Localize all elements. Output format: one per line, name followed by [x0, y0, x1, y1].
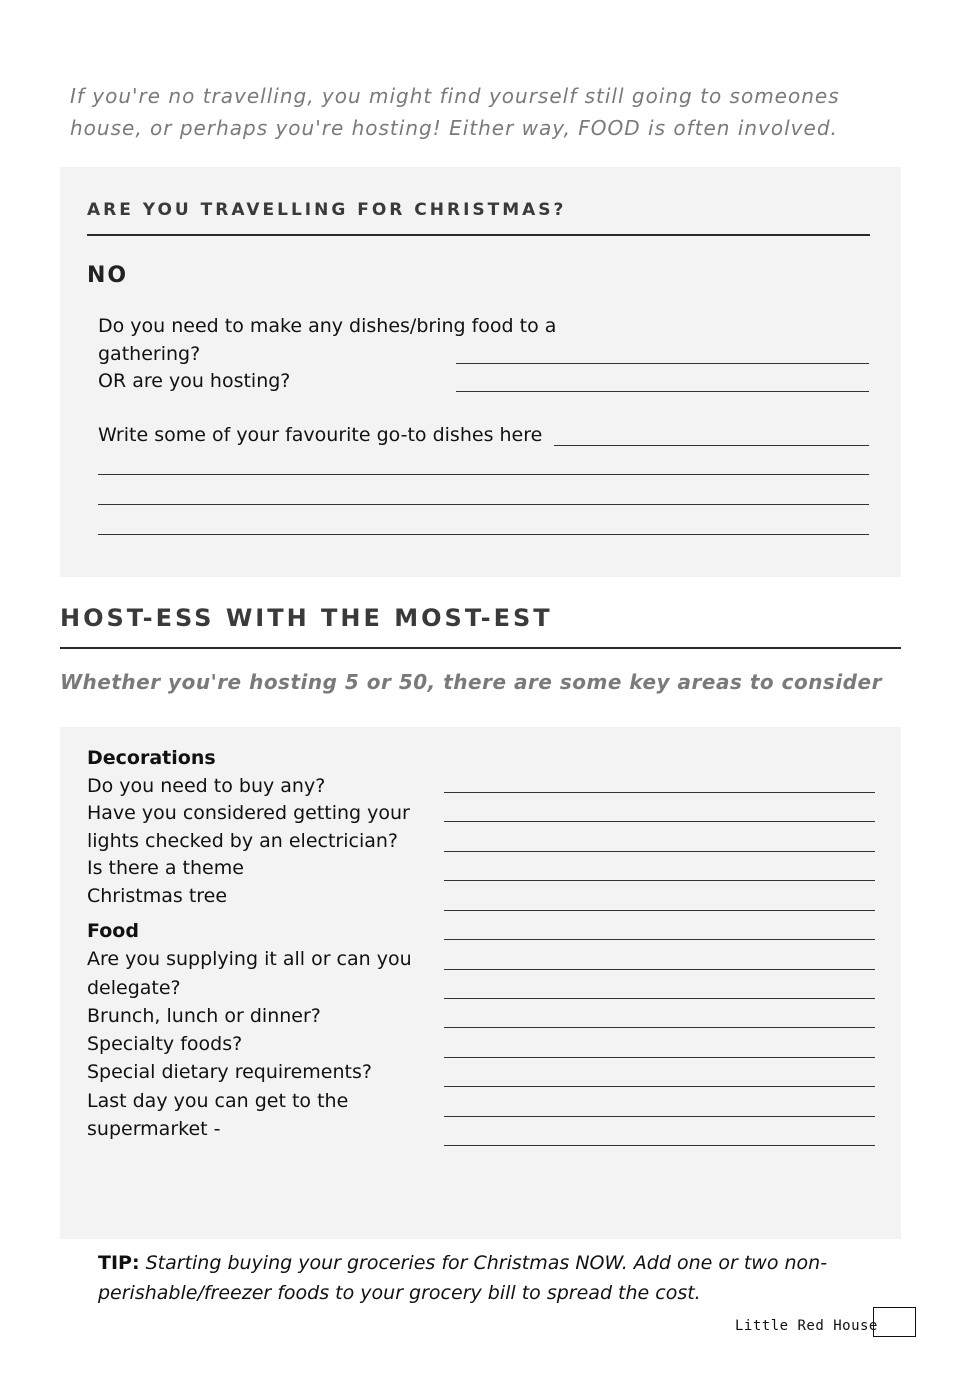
answer-line[interactable]: [444, 792, 875, 793]
decorations-item: Do you need to buy any?: [87, 774, 326, 797]
favourite-dishes-prompt: Write some of your favourite go-to dishes here: [98, 424, 543, 446]
tip-block: [98, 1248, 858, 1308]
decorations-item: Christmas tree: [87, 884, 228, 907]
travel-answer: NO: [87, 263, 129, 288]
tip-text-line-1: Starting buying your groceries for Christmas NOW. Add one or two non-: [145, 1252, 828, 1274]
hosting-answer-line[interactable]: [456, 391, 869, 392]
host-heading-rule: [60, 647, 901, 649]
tip-text-line-2: perishable/freezer foods to your grocery bill to spread the cost.: [98, 1282, 701, 1304]
food-item: Special dietary requirements?: [87, 1061, 372, 1084]
dishes-question: [98, 313, 568, 396]
decorations-item: Have you considered getting your: [87, 802, 410, 824]
answer-line[interactable]: [444, 851, 875, 852]
favourite-dishes-line-2[interactable]: [98, 474, 869, 475]
dishes-question-line-2: gathering?: [98, 342, 201, 365]
answer-line[interactable]: [444, 939, 875, 940]
favourite-dishes-line-4[interactable]: [98, 534, 869, 535]
footer-brand-frame: [873, 1307, 916, 1337]
answer-line[interactable]: [444, 910, 875, 911]
favourite-dishes-line-1[interactable]: [554, 445, 869, 446]
decorations-item: lights checked by an electrician?: [87, 829, 398, 852]
answer-line[interactable]: [444, 1086, 875, 1087]
favourite-dishes-line-3[interactable]: [98, 504, 869, 505]
footer-brand: Little Red House: [735, 1318, 878, 1334]
answer-line[interactable]: [444, 1057, 875, 1058]
hosting-question: OR are you hosting?: [98, 370, 291, 392]
food-list: [87, 917, 427, 1143]
decorations-item: Is there a theme: [87, 857, 244, 879]
travel-question-heading: ARE YOU TRAVELLING FOR CHRISTMAS?: [87, 200, 567, 220]
host-section-heading: HOST-ESS WITH THE MOST-EST: [60, 604, 553, 632]
decorations-list: [87, 745, 427, 910]
food-item: Brunch, lunch or dinner?: [87, 1004, 321, 1027]
answer-line[interactable]: [444, 998, 875, 999]
food-item: Specialty foods?: [87, 1033, 243, 1056]
food-item: Last day you can get to the: [87, 1089, 349, 1112]
travel-heading-rule: [87, 234, 870, 236]
food-title: Food: [87, 920, 139, 942]
host-section-subheading: Whether you're hosting 5 or 50, there are some key areas to consider: [60, 670, 882, 694]
food-item: delegate?: [87, 976, 181, 999]
answer-line[interactable]: [444, 1145, 875, 1146]
answer-line[interactable]: [444, 821, 875, 822]
food-item: supermarket -: [87, 1118, 221, 1141]
answer-line[interactable]: [444, 1027, 875, 1028]
intro-line-1: If you're no travelling, you might find yourself still going to someones: [70, 84, 840, 108]
decorations-title: Decorations: [87, 747, 216, 769]
answer-line[interactable]: [444, 969, 875, 970]
tip-label: TIP:: [98, 1252, 140, 1274]
intro-text: [70, 80, 850, 144]
intro-line-2: house, or perhaps you're hosting! Either way, FOOD is often involved.: [70, 116, 838, 140]
dishes-answer-line[interactable]: [456, 363, 869, 364]
food-item: Are you supplying it all or can you: [87, 948, 412, 971]
answer-line[interactable]: [444, 1116, 875, 1117]
answer-line[interactable]: [444, 880, 875, 881]
dishes-question-line-1: Do you need to make any dishes/bring food to a: [98, 315, 557, 337]
